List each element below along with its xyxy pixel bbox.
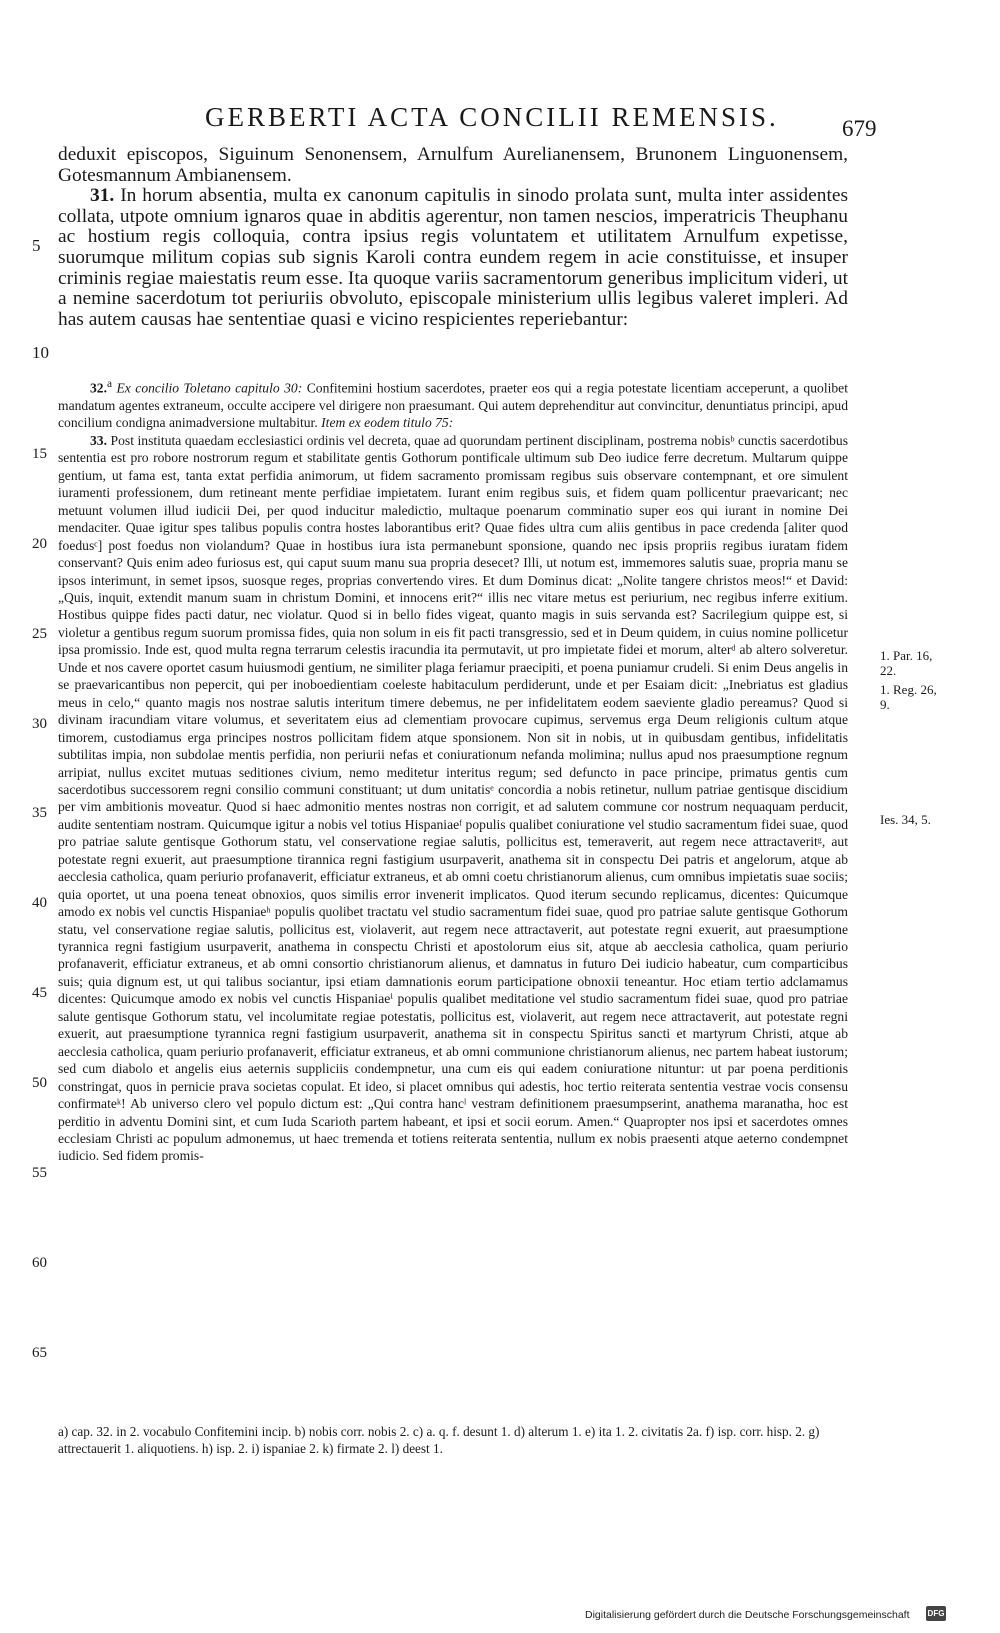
page-header — [0, 100, 1000, 140]
line-number: 10 — [32, 343, 49, 362]
paragraph-number: 33. — [90, 432, 107, 448]
paragraph-number: 31. — [90, 185, 115, 207]
line-number: 55 — [32, 1165, 47, 1181]
digitization-credit: Digitalisierung gefördert durch die Deutsche Forschungsgemeinschaft — [585, 1609, 910, 1621]
main-text-large — [58, 145, 848, 330]
line-number: 15 — [32, 446, 47, 462]
line-number: 25 — [32, 626, 47, 642]
line-number: 45 — [32, 985, 47, 1001]
line-number: 65 — [32, 1345, 47, 1361]
margin-reference: Ies. 34, 5. — [880, 812, 931, 827]
footnotes — [58, 1423, 848, 1457]
running-title: GERBERTI ACTA CONCILII REMENSIS. — [205, 102, 779, 132]
paragraph-number: 32. — [90, 380, 107, 396]
line-number: 20 — [32, 536, 47, 552]
source-citation: Ex concilio Toletano capitulo 30: — [116, 380, 303, 396]
page-number: 679 — [842, 116, 877, 141]
paragraph-33 — [58, 432, 848, 1165]
line-number: 35 — [32, 805, 47, 821]
footnote-line: a) cap. 32. in 2. vocabulo Confitemini incip. b) nobis corr. nobis 2. c) a. q. f. desunt 1. d) alterum 1. e) ita 1. 2. civitatis 2a. f) isp. corr. hisp. 2. g) attrectauerit 1. aliquotiens. h) isp. 2. i) ispaniae 2. k) firmate 2. l) deest 1. — [58, 1424, 820, 1456]
paragraph-text: In horum absentia, multa ex canonum capitulis in sinodo prolata sunt, multa inter assidentes collata, utpote omnium ignaros quae in abditis agerentur, non tamen nescios, imperatricis Theuphanu ac hostium regis colloquia, contra ipsius regis voluntatem et utilitatem Arnulfum expetisse, suorumque militum copias sub signis Karoli contra eundem regem in acie constituisse, et insuper criminis regiae maiestatis reum esse. Ita quoque variis sacramentorum generibus implicitum videri, ut a nemine sacerdotum tot periuriis obvoluto, episcopale ministerium ullis legibus valeret impleri. Ad has autem causas hae sententiae quasi e vicino respicientes reperiebantur: — [58, 185, 848, 330]
line-number: 30 — [32, 716, 47, 732]
line-number: 5 — [32, 236, 41, 255]
paragraph-32 — [58, 376, 848, 432]
paragraph-text: Post instituta quaedam ecclesiastici ordinis vel decreta, quae ad quorundam pertinent disciplinam, postrema nobisᵇ cunctis sacerdotibus sententia est pro robore nostrorum regum et stabilitate gentis Gothorum pontificale ultimum sub Deo iudice ferre decretum. Multarum quippe gentium, ut fama est, tanta extat perfidia animorum, ut fidem sacramento promissam regibus suis observare contempnant, et ore simulent iuramenti professionem, dum retineant mente perfidiae impietatem. Iurant enim regibus suis, et fidem quam pollicentur praevaricant; nec metuunt volumen illud iudicii Dei, per quod inducitur maledictio, multaque poenarum comminatio super eos qui iurant in nomine Dei mendaciter. Quae igitur spes talibus populis contra hostes laborantibus erit? Quae fides ultra cum aliis gentibus in pace credenda [aliter quod foedusᶜ] post foedus non violandum? Quae in hostibus iura ista permanebunt sponsione, quando nec ipsis propriis regibus iuratam fidem conservant? Quis enim adeo furiosus est, qui caput suum manu sua propria desecet? Illi, ut notum est, immemores salutis suae, propria manu se ipsos interimunt, in semet ipsos, suosque reges, proprias convertendo vires. Et dum Dominus dicat: „Nolite tangere christos meos!“ et David: „Quis, inquit, extendit manum suam in christum Domini, et innocens erit?“ illis nec vitare metus est periurium, nec regibus inferre exitium. Hostibus quippe fides pacti datur, nec violatur. Quod si in bello fides vigeat, quanto magis in suis servanda est? Sacrilegium quippe est, si violetur a gentibus regum suorum promissa fides, quia non solum in eis fit pacti transgressio, sed et in Deum quidem, in cuius nomine pollicetur ipsa promissio. Inde est, quod multa regna terrarum celestis iracundia ita permutavit, ut pro impietate fidei et morum, alterᵈ ab altero solveretur. Unde et nos cavere oportet casum huiusmodi gentium, ne similiter plaga feriamur praecipiti, et poena puniamur crudeli. Si enim Deus angelis in se praevaricantibus non pepercit, qui per inoboedientiam coeleste habitaculum perdiderunt, unde et per Esaiam dicit: „Inebriatus est gladius meus in celo,“ quanto magis nos nostrae salutis interitum timere debemus, ne per infidelitatem eodem saeviente gladio pereamus? Quod si divinam iracundiam vitare volumus, et severitatem eius ad clementiam provocare cupimus, servemus erga Deum religionis cultum atque timorem, custodiamus erga principes nostros pollicitam fidem atque sponsionem. Non sit in nobis, ut in quibusdam gentibus, infidelitatis subtilitas impia, non subdolae mentis perfidia, non periurii nefas et coniurationum nefanda molimina; nullus apud nos praesumptione regnum arripiat, nullus excitet mutuas seditiones civium, nemo meditetur interitus regum; sed defuncto in pace principe, primatus gentis cum sacerdotibus successorem regni consilio communi constituant; ut dum unitatisᵉ concordia a nobis retinetur, nullum patriae gentisque discidium per vim ambitionis moveatur. Quod si haec admonitio mentes nostras non corrigit, et ad salutem commune cor nostrum nequaquam perducit, audite sententiam nostram. Quicumque igitur a nobis vel totius Hispaniaeᶠ populis qualibet coniuratione vel studio sacramentum fidei suae, quod pro patriae salute gentisque Gothorum statu, vel conservatione regiae salutis, pollicitus est, temeraverit, aut regem nece attractaveritᵍ, aut potestate regni exuerit, aut praesumptione tirannica regni fastigium usurpaverit, anathema sit in conspectu Dei patris et angelorum, atque ab aecclesia catholica, quam periurio profanaverit, efficiatur extraneus, et ab omni coetu christianorum alienus, cum omnibus impietatis suae sociis; quia oportet, ut una poena teneat obnoxios, quos similis error invenerit implicatos. Quod iterum secundo replicamus, dicentes: Quicumque amodo ex nobis vel cunctis Hispaniaeʰ populis quolibet tractatu vel studio sacramentum fidei suae, quod pro patriae salute gentisque Gothorum statu, vel conservatione regiae salutis, pollicitus est, violaverit, aut regem nece attractaverit, aut potestate regni exuerit, aut praesumptione tyrannica regni fastigium usurpaverit, anathema in conspectu Christi et apostolorum eius sit, atque ab aecclesia catholica, quam periurio profanaverit, efficiatur extraneus, et ab omni consortio christianorum alienus, et damnatus in futuro Dei iudicio habeatur, cum comparticibus suis; quia dignum est, ut qui talibus sociantur, ipsi etiam damnationis eorum participatione obnoxii teneantur. Hoc etiam tertio adclamamus dicentes: Quicumque amodo ex nobis vel cunctis Hispaniaeⁱ populis qualibet meditatione vel studio sacramentum fidei suae, quod pro patriae salute gentisque Gothorum statu, vel incolumitate regiae potestatis, pollicitus est, violaverit, aut regem nece attractaverit, aut potestate regni exuerit, aut praesumptione tyrannica regni fastigium usurpaverit, anathema sit in conspectu Spiritus sancti et martyrum Christi, atque ab aecclesia catholica, quam periurio profanaverit, efficiatur extraneus, et ab omni communione christianorum alienus, nec partem habeat iustorum; sed cum diabolo et angelis eius aeternis suppliciis condempnetur, una cum eis qui eadem coniuratione nituntur: ut par poena perditionis constringat, quos in pernicie prava societas copulat. Et ideo, si placet omnibus qui adestis, hoc tertio reiterata sententia vestrae vocis consensu confirmateᵏ! Ab universo clero vel populo dictum est: „Qui contra hancˡ vestram definitionem praesumpserint, anathema maranatha, hoc est perditio in adventu Domini sint, et cum Iuda Scarioth partem habeant, et ipsi et socii eorum. Amen.“ Quapropter nos ipsi et sacerdotes omnes ecclesiam Christi ac populum admonemus, ut haec tremenda et totiens reiterata sententia, nullum ex nobis praesenti atque aeterno condempnet iudicio. Sed fidem promis- — [58, 432, 848, 1164]
margin-reference: 1. Reg. 26, 9. — [880, 682, 937, 712]
line-number: 60 — [32, 1255, 47, 1271]
source-citation: Item ex eodem titulo 75: — [321, 415, 454, 431]
footnote-mark: a — [107, 378, 113, 390]
main-text-small — [58, 376, 848, 1165]
line-number: 50 — [32, 1075, 47, 1091]
paragraph-31 — [58, 186, 848, 330]
line-number: 40 — [32, 895, 47, 911]
paragraph-text: Confitemini hostium sacerdotes, praeter eos qui a regia potestate licentiam acceperunt, a quolibet mandatum agentes extraneum, occulte accipere vel dirigere non praesumant. Qui autem deprehenditur aut convincitur, denuntiatus principi, apud concilium condigna animadversione multabitur. — [58, 380, 848, 431]
dfg-logo: DFG — [926, 1606, 946, 1621]
margin-reference: 1. Par. 16, 22. — [880, 648, 933, 678]
paragraph-continuation: deduxit episcopos, Siguinum Senonensem, Arnulfum Aurelianensem, Brunonem Linguonensem, Gotesmannum Ambianensem. — [58, 144, 848, 186]
